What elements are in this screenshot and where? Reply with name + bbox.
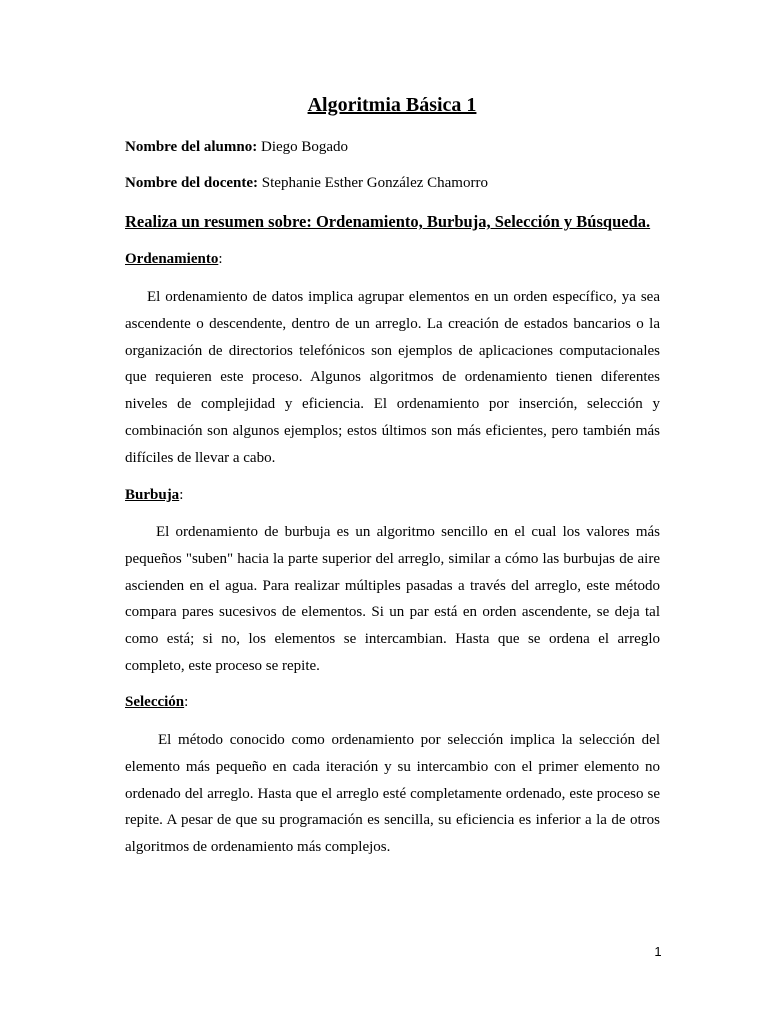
student-name-label: Nombre del alumno: [125,139,258,155]
paragraph-line: elemento más pequeño en cada iteración y su intercambio con el primer elemento no [125,758,660,775]
section-paragraph-burbuja [125,519,660,680]
paragraph-line: ascendente o descendente, dentro de un arreglo. La creación de estados bancarios o la [125,315,660,332]
paragraph-line: ordenado del arreglo. Hasta que el arreglo esté completamente ordenado, este proceso se [125,785,660,802]
section-paragraph-ordenamiento [125,284,660,472]
paragraph-line: ascienden en el agua. Para realizar múltiples pasadas a través del arreglo, este método [125,577,660,594]
student-name-line [125,137,348,157]
section-paragraph-seleccion [125,727,660,861]
page-number: 1 [654,944,662,959]
section-heading-colon: : [179,487,184,503]
paragraph-line: combinación son algunos ejemplos; estos últimos son más eficientes, pero también más [125,422,660,439]
section-heading-label: Burbuja [125,487,180,503]
paragraph-line: pequeños "suben" hacia la parte superior del arreglo, similar a cómo las burbujas de aire [125,550,660,567]
teacher-name-label: Nombre del docente: [125,175,259,191]
section-heading-burbuja [125,485,183,505]
paragraph-line: difíciles de llevar a cabo. [125,449,276,466]
paragraph-line: repite. A pesar de que su programación es sencilla, su eficiencia es inferior a la de otros [125,812,660,829]
paragraph-line: El ordenamiento de datos implica agrupar elementos en un orden específico, ya sea [147,289,660,305]
paragraph-line: como está; si no, los elementos se intercambian. Hasta que se ordena el arreglo [125,631,660,648]
teacher-name-value: Stephanie Esther González Chamorro [258,175,488,191]
paragraph-line: completo, este proceso se repite. [125,657,320,674]
paragraph-line: compara pares sucesivos de elementos. Si un par está en orden ascendente, se deja tal [125,604,660,621]
section-heading-ordenamiento [125,249,223,269]
paragraph-line: organización de directorios telefónicos son ejemplos de aplicaciones computacionales [125,342,660,359]
paragraph-line: que requieren este proceso. Algunos algoritmos de ordenamiento tienen diferentes [125,369,660,386]
paragraph-line: El ordenamiento de burbuja es un algoritmo sencillo en el cual los valores más [156,524,660,540]
paragraph-line: niveles de complejidad y eficiencia. El ordenamiento por inserción, selección y [125,396,660,413]
section-heading-colon: : [218,251,223,267]
section-heading-seleccion [125,692,188,712]
task-statement: Realiza un resumen sobre: Ordenamiento, Burbuja, Selección y Búsqueda. [125,212,651,231]
section-heading-label: Selección [125,694,185,710]
student-name-value: Diego Bogado [257,139,349,155]
section-heading-label: Ordenamiento [125,251,219,267]
teacher-name-line [125,173,488,193]
section-heading-colon: : [184,694,189,710]
paragraph-line: El método conocido como ordenamiento por selección implica la selección del [158,732,660,748]
document-title: Algoritmia Básica 1 [307,94,477,116]
paragraph-line: algoritmos de ordenamiento más complejos. [125,839,391,856]
